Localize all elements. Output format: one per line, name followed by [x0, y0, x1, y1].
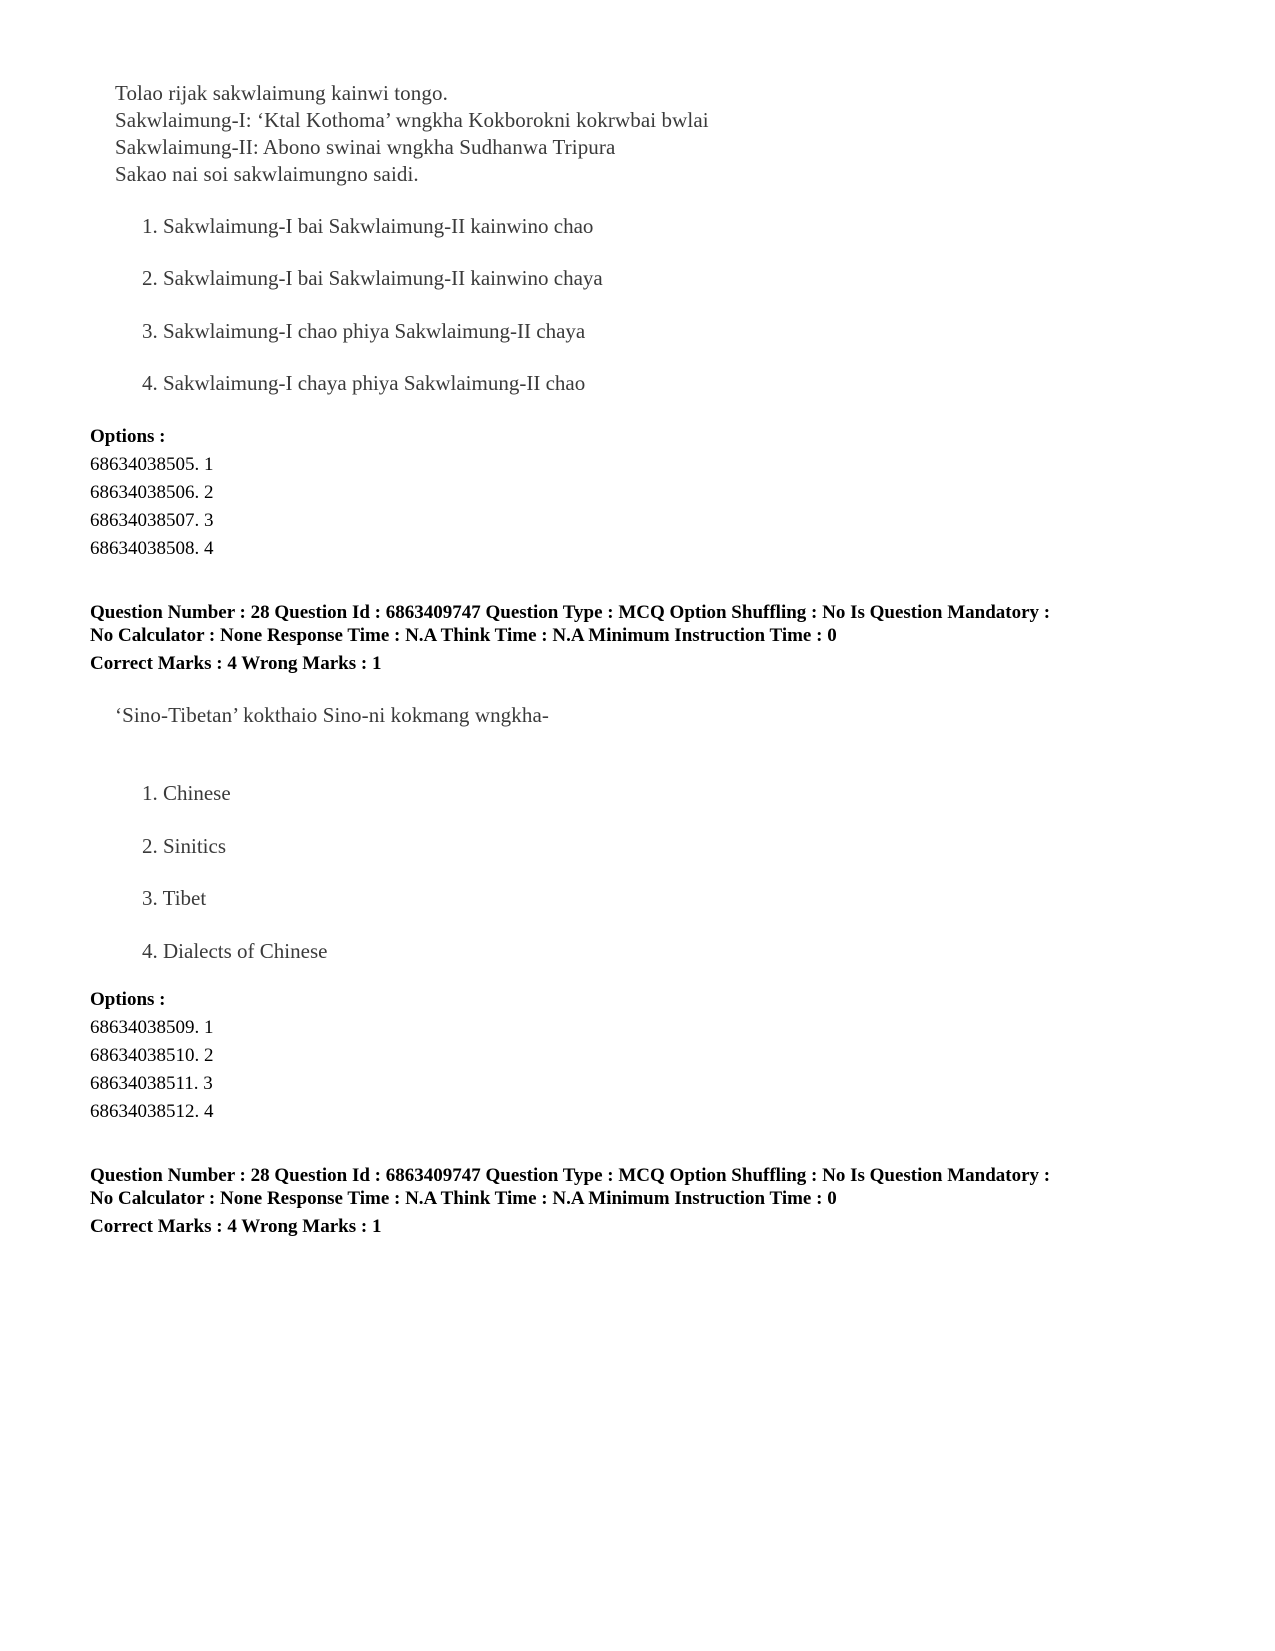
- question-marks-line: Correct Marks : 4 Wrong Marks : 1: [90, 1216, 382, 1237]
- question-meta-line: Question Number : 28 Question Id : 6863409747 Question Type : MCQ Option Shuffling : No Is Question Mandatory :: [90, 602, 1051, 623]
- options-label: Options :: [90, 989, 166, 1010]
- question-meta-line: No Calculator : None Response Time : N.A Think Time : N.A Minimum Instruction Time : 0: [90, 1188, 837, 1209]
- question-meta-line: Question Number : 28 Question Id : 6863409747 Question Type : MCQ Option Shuffling : No Is Question Mandatory :: [90, 1165, 1051, 1186]
- question-meta-line: No Calculator : None Response Time : N.A Think Time : N.A Minimum Instruction Time : 0: [90, 625, 837, 646]
- choice-item: 3. Sakwlaimung-I chao phiya Sakwlaimung-II chaya: [142, 319, 586, 343]
- choice-item: 1. Sakwlaimung-I bai Sakwlaimung-II kainwino chao: [142, 214, 594, 238]
- stem-line: Sakwlaimung-I: ‘Ktal Kothoma’ wngkha Kokborokni kokrwbai bwlai: [115, 108, 709, 132]
- choice-item: 3. Tibet: [142, 886, 207, 910]
- option-id-line: 68634038506. 2: [90, 482, 214, 503]
- option-id-line: 68634038512. 4: [90, 1101, 214, 1122]
- choice-item: 4. Dialects of Chinese: [142, 939, 328, 963]
- stem-line: ‘Sino-Tibetan’ kokthaio Sino-ni kokmang wngkha-: [115, 703, 549, 727]
- stem-line: Tolao rijak sakwlaimung kainwi tongo.: [115, 81, 448, 105]
- option-id-line: 68634038508. 4: [90, 538, 214, 559]
- option-id-line: 68634038507. 3: [90, 510, 214, 531]
- stem-line: Sakwlaimung-II: Abono swinai wngkha Sudhanwa Tripura: [115, 135, 616, 159]
- option-id-line: 68634038509. 1: [90, 1017, 214, 1038]
- choice-item: 2. Sinitics: [142, 834, 227, 858]
- choice-item: 1. Chinese: [142, 781, 231, 805]
- option-id-line: 68634038510. 2: [90, 1045, 214, 1066]
- options-label: Options :: [90, 426, 166, 447]
- choice-item: 4. Sakwlaimung-I chaya phiya Sakwlaimung-II chao: [142, 371, 586, 395]
- stem-line: Sakao nai soi sakwlaimungno saidi.: [115, 162, 419, 186]
- choice-item: 2. Sakwlaimung-I bai Sakwlaimung-II kainwino chaya: [142, 266, 603, 290]
- option-id-line: 68634038505. 1: [90, 454, 214, 475]
- option-id-line: 68634038511. 3: [90, 1073, 213, 1094]
- question-marks-line: Correct Marks : 4 Wrong Marks : 1: [90, 653, 382, 674]
